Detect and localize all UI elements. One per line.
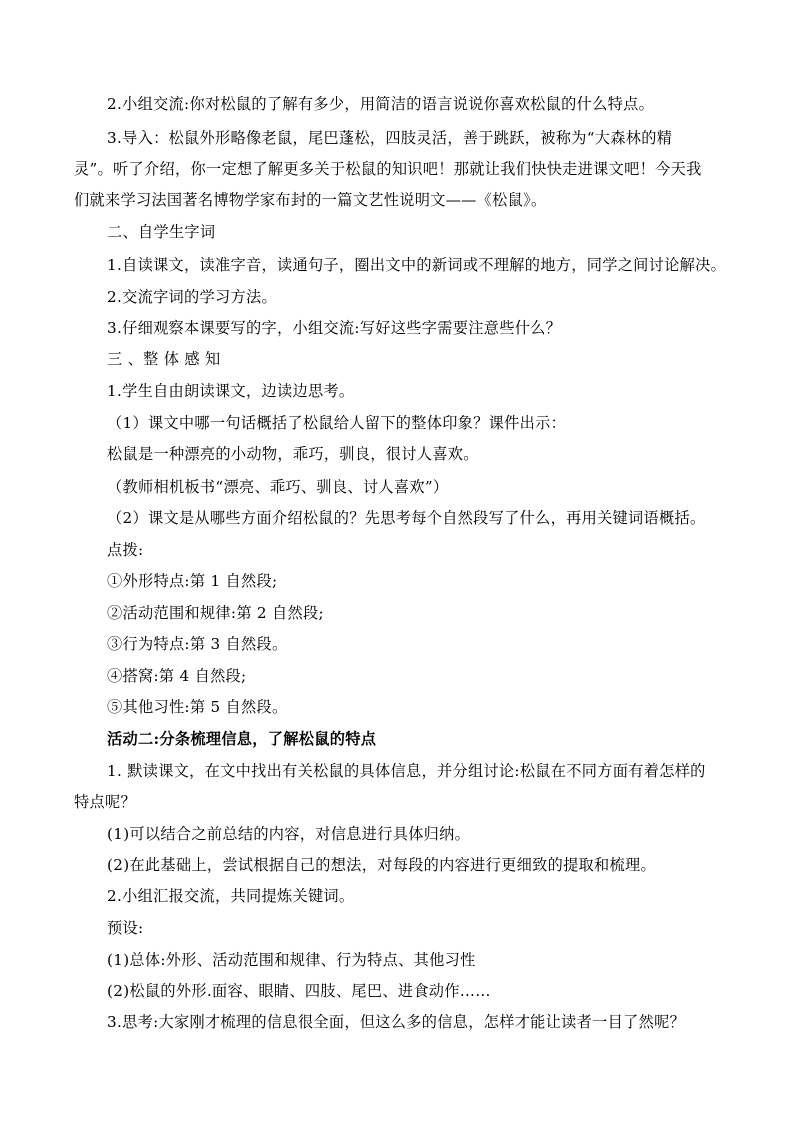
section-heading-2: 二、自学生字词 xyxy=(107,223,216,241)
text-line-30: 3.思考:大家刚才梳理的信息很全面，但这么多的信息，怎样才能让读者一目了然呢？ xyxy=(107,1013,686,1031)
text-line-15: 点拨: xyxy=(107,541,144,559)
text-line-3: 灵”。听了介绍，你一定想了解更多关于松鼠的知识吧！那就让我们快快走进课文吧！今天我 xyxy=(74,160,702,178)
text-line-22: 1. 默读课文，在文中找出有关松鼠的具体信息，并分组讨论:松鼠在不同方面有着怎样的 xyxy=(107,762,706,780)
text-line-28: (1)总体:外形、活动范围和规律、行为特点、其他习性 xyxy=(107,951,476,969)
list-item-3: ③行为特点:第 3 自然段。 xyxy=(107,635,288,653)
list-item-5: ⑤其他习性:第 5 自然段。 xyxy=(107,698,288,716)
activity-heading: 活动二:分条梳理信息，了解松鼠的特点 xyxy=(107,730,377,748)
list-item-1: ①外形特点:第 1 自然段; xyxy=(107,572,278,590)
text-line-7: 2.交流字词的学习方法。 xyxy=(107,288,277,306)
section-heading-3: 三 、整 体 感 知 xyxy=(107,350,221,368)
list-item-2: ②活动范围和规律:第 2 自然段; xyxy=(107,604,324,622)
text-line-11: （1）课文中哪一句话概括了松鼠给人留下的整体印象？课件出示： xyxy=(107,414,567,432)
text-line-2: 3.导入：松鼠外形略像老鼠，尾巴蓬松，四肢灵活，善于跳跃，被称为“大森林的精 xyxy=(107,129,673,147)
text-line-26: 2.小组汇报交流，共同提炼关键词。 xyxy=(107,887,355,905)
text-line-24: (1)可以结合之前总结的内容，对信息进行具体归纳。 xyxy=(107,825,471,843)
text-line-1: 2.小组交流:你对松鼠的了解有多少，用简洁的语言说说你喜欢松鼠的什么特点。 xyxy=(107,95,655,113)
text-line-14: （2）课文是从哪些方面介绍松鼠的？先思考每个自然段写了什么，再用关键词语概括。 xyxy=(107,509,706,527)
text-line-12: 松鼠是一种漂亮的小动物，乖巧，驯良，很讨人喜欢。 xyxy=(107,445,479,463)
text-line-25: (2)在此基础上，尝试根据自己的想法，对每段的内容进行更细致的提取和梳理。 xyxy=(107,856,656,874)
text-line-6: 1.自读课文，读准字音，读通句子，圈出文中的新词或不理解的地方，同学之间讨论解决。 xyxy=(107,256,727,274)
text-line-4: 们就来学习法国著名博物学家布封的一篇文艺性说明文——《松鼠》。 xyxy=(74,191,547,209)
list-item-4: ④搭窝:第 4 自然段; xyxy=(107,667,247,685)
text-line-13: （教师相机板书“漂亮、乖巧、驯良、讨人喜欢”） xyxy=(107,478,449,496)
text-line-23: 特点呢？ xyxy=(74,793,136,811)
text-line-10: 1.学生自由朗读课文，边读边思考。 xyxy=(107,382,355,400)
text-line-29: (2)松鼠的外形.面容、眼睛、四肢、尾巴、进食动作…… xyxy=(107,982,491,1000)
text-line-8: 3.仔细观察本课要写的字，小组交流:写好这些字需要注意些什么？ xyxy=(107,319,562,337)
text-line-27: 预设: xyxy=(107,919,144,937)
